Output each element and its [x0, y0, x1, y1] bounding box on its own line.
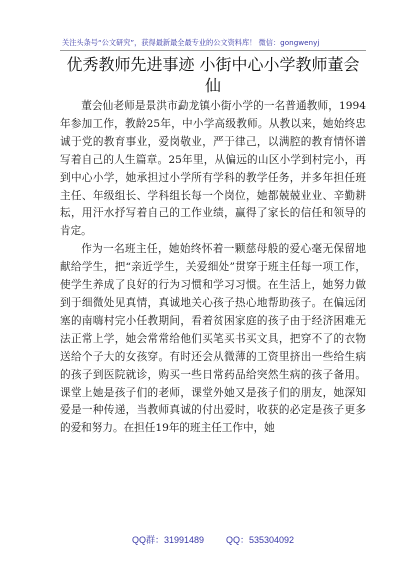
footer-qq-group: QQ群：31991489 — [131, 535, 204, 545]
body-paragraph-1: 董会仙老师是景洪市勐龙镇小街小学的一名普通教师，1994年参加工作，教龄25年，中小学高级教师。从教以来，她始终忠诚于党的教育事业，爱岗敬业，严于律己，以满腔的教育情怀谱写着自己的人生篇章。25年里，从偏远的山区小学到村完小，再到中心小学，她承担过小学所有学科的教学任务，并多年担任班主任、年级组长、学科组长每一个岗位，她都兢兢业业、辛勤耕耘，用汗水抒写着自己的工作业绩，赢得了家长的信任和领导的肯定。 — [60, 100, 366, 238]
header-divider — [60, 50, 366, 51]
footer-qq: QQ：535304092 — [225, 535, 295, 545]
header-banner: 关注头条号“公文研究”，获得最新最全最专业的公文资料库！ 微信：gongwenyj — [62, 38, 320, 47]
page-footer — [60, 534, 366, 546]
document-body — [60, 98, 366, 438]
document-title: 优秀教师先进事迹 小街中心小学教师董会仙 — [66, 55, 360, 95]
body-paragraph-2: 作为一名班主任，她始终怀着一颗慈母般的爱心毫无保留地献给学生，把“亲近学生，关爱细处”贯穿于班主任每一项工作，使学生养成了良好的行为习惯和学习习惯。在生活上，她努力做到于细微处见真情，真诚地关心孩子热心地帮助孩子。在偏远闭塞的南嗨村完小任教期间，看着贫困家庭的孩子由于经济困难无法正常上学，她会常常给他们买笔买书买文具，把穿不了的衣物送给个子大的女孩穿。有时还会从微薄的工资里挤出一些给生病的孩子到医院就诊，购买一些日常药品给突然生病的孩子备用。课堂上她是孩子们的老师，课堂外她又是孩子们的朋友，她深知爱是一种传递，当教师真诚的付出爱时，收获的必定是孩子更多的爱和努力。在担任19年的班主任工作中，她 — [60, 243, 366, 435]
